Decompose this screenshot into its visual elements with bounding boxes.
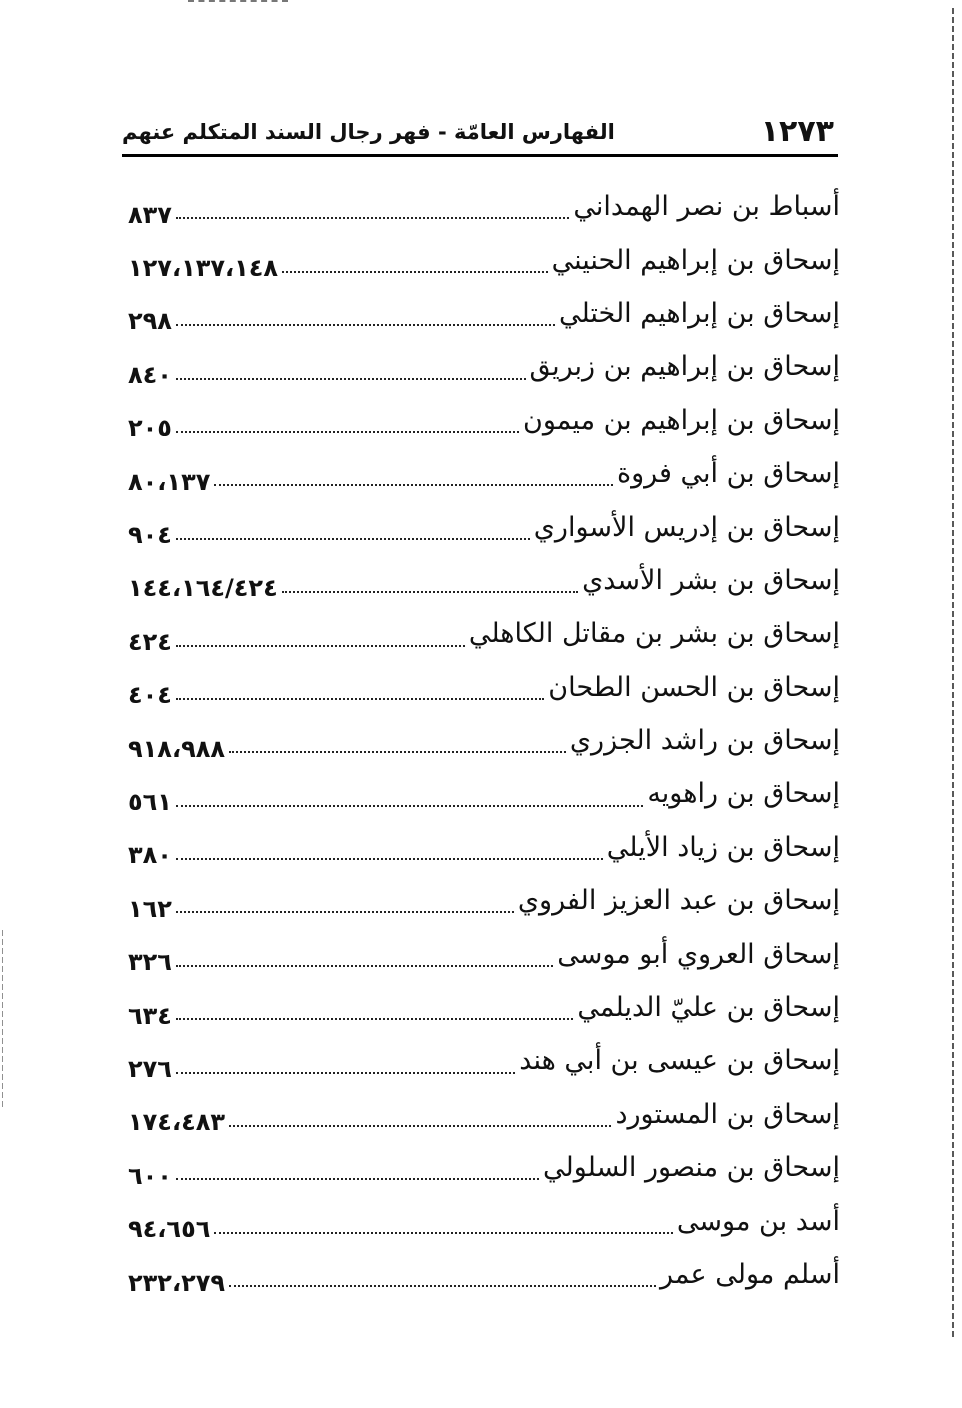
entry-pages: ٨٠،١٣٧ (128, 467, 211, 496)
entry-name: إسحاق بن أبي فروة (616, 458, 840, 490)
entry-name: إسحاق بن منصور السلولي (543, 1152, 840, 1184)
entry-name: إسحاق بن زياد الأيلي (606, 831, 840, 863)
dot-leader (176, 1178, 539, 1180)
dot-leader (229, 751, 566, 753)
dot-leader (176, 324, 555, 326)
entry-pages: ٣٨٠ (128, 841, 172, 870)
dot-leader (176, 911, 514, 913)
entry-name: إسحاق بن عليّ الديلمي (577, 992, 840, 1024)
entry-name: إسحاق بن إبراهيم بن ميمون (523, 404, 840, 436)
index-entry (128, 394, 840, 447)
index-entry (128, 500, 840, 553)
scan-edge-line-left (2, 930, 3, 1110)
entry-pages: ٢٧٦ (128, 1054, 172, 1083)
index-entries-list (128, 180, 840, 1301)
entry-name: إسحاق العروي أبو موسى (557, 938, 840, 970)
entry-pages: ٢٣٢،٢٧٩ (128, 1268, 226, 1297)
dot-leader (214, 1232, 673, 1234)
index-entry (128, 1194, 840, 1247)
entry-name: إسحاق بن راهويه (647, 778, 840, 810)
entry-name: أسد بن موسى (676, 1205, 840, 1237)
scan-artifact-marks (188, 0, 288, 6)
entry-name: إسحاق بن راشد الجزري (569, 725, 840, 757)
index-entry (128, 340, 840, 393)
entry-name: إسحاق بن الحسن الطحان (548, 671, 840, 703)
index-entry (128, 607, 840, 660)
entry-pages: ٦٣٤ (128, 1001, 172, 1030)
dot-leader (176, 805, 643, 807)
entry-name: إسحاق بن عيسى بن أبي هند (519, 1045, 840, 1077)
dot-leader (176, 858, 603, 860)
index-entry (128, 1248, 840, 1301)
index-entry (128, 927, 840, 980)
entry-pages: ٩١٨،٩٨٨ (128, 734, 226, 763)
entry-pages: ١٧٤،٤٨٣ (128, 1108, 226, 1137)
entry-pages: ٢٩٨ (128, 307, 172, 336)
dot-leader (176, 1072, 515, 1074)
dot-leader (176, 1018, 573, 1020)
entry-name: أسلم مولى عمر (660, 1259, 840, 1290)
dot-leader (176, 645, 465, 647)
index-entry (128, 1034, 840, 1087)
index-entry (128, 874, 840, 927)
index-entry (128, 554, 840, 607)
dot-leader (282, 591, 578, 593)
index-entry (128, 981, 840, 1034)
entry-name: إسحاق بن بشر بن مقاتل الكاهلي (468, 618, 840, 650)
entry-pages: ٨٤٠ (128, 360, 172, 389)
entry-pages: ٩٤،٦٥٦ (128, 1215, 211, 1244)
dot-leader (229, 1285, 656, 1287)
entry-pages: ١٤٤،١٦٤/٤٢٤ (128, 574, 278, 603)
dot-leader (229, 1125, 611, 1127)
entry-name: إسحاق بن عبد العزيز الفروي (517, 885, 840, 917)
entry-pages: ٥٦١ (128, 787, 172, 816)
entry-name: إسحاق بن المستورد (615, 1098, 840, 1130)
entry-pages: ٦٠٠ (128, 1161, 172, 1190)
entry-pages: ٣٢٦ (128, 948, 172, 977)
index-entry (128, 447, 840, 500)
entry-name: إسحاق بن إبراهيم الحنيني (551, 244, 840, 276)
scan-edge-line (952, 8, 954, 1338)
index-entry (128, 661, 840, 714)
dot-leader (282, 271, 548, 273)
index-entry (128, 287, 840, 340)
dot-leader (214, 484, 613, 486)
dot-leader (176, 431, 519, 433)
dot-leader (176, 378, 526, 380)
index-entry (128, 1141, 840, 1194)
running-title: الفهارس العامّة - فهر رجال السند المتكلم عنهم (122, 120, 615, 144)
entry-name: إسحاق بن إدريس الأسواري (533, 511, 840, 543)
entry-pages: ١٦٢ (128, 894, 172, 923)
index-entry (128, 767, 840, 820)
entry-pages: ٩٠٤ (128, 521, 172, 550)
index-entry (128, 1088, 840, 1141)
dot-leader (176, 698, 544, 700)
entry-pages: ١٢٧،١٣٧،١٤٨ (128, 254, 279, 283)
entry-pages: ٤٢٤ (128, 627, 172, 656)
entry-pages: ٢٠٥ (128, 414, 172, 443)
index-entry (128, 714, 840, 767)
entry-pages: ٨٣٧ (128, 200, 172, 229)
entry-name: إسحاق بن إبراهيم الختلي (558, 297, 840, 329)
entry-pages: ٤٠٤ (128, 681, 172, 710)
entry-name: أسباط بن نصر الهمداني (573, 191, 840, 223)
dot-leader (176, 217, 569, 219)
dot-leader (176, 965, 553, 967)
page-number: ١٢٧٣ (760, 114, 834, 149)
page-header (122, 112, 838, 157)
index-entry (128, 821, 840, 874)
index-entry (128, 233, 840, 286)
entry-name: إسحاق بن بشر الأسدي (582, 564, 840, 596)
entry-name: إسحاق بن إبراهيم بن زبريق (529, 351, 840, 383)
index-entry (128, 180, 840, 233)
dot-leader (176, 538, 530, 540)
